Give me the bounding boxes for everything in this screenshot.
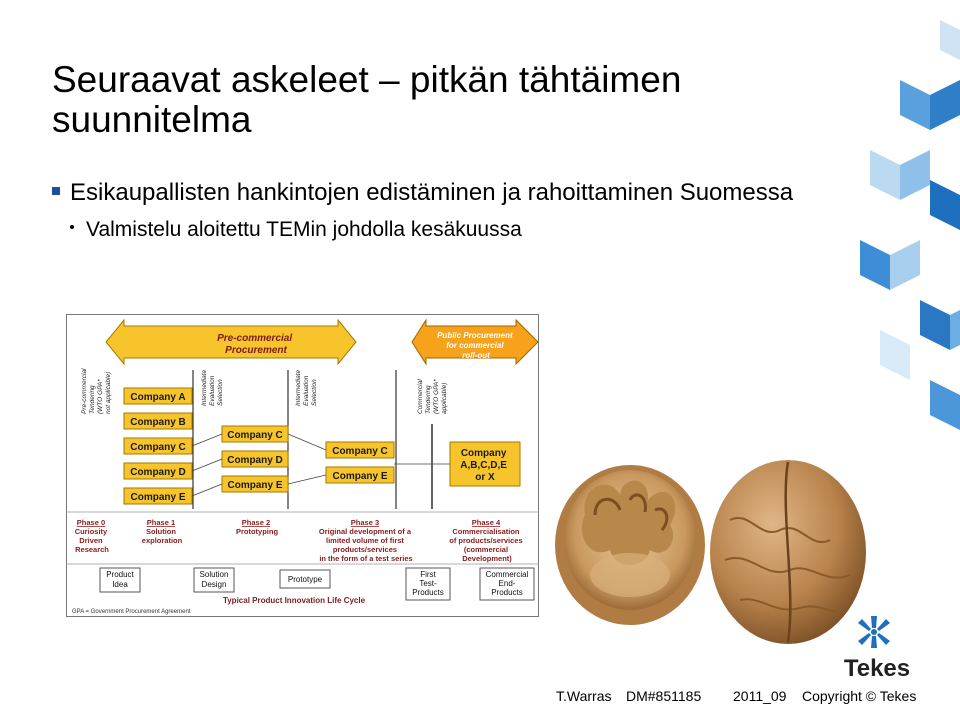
footer-doc-id: DM#851185 xyxy=(626,688,702,704)
bullet-level1-text: Esikaupallisten hankintojen edistäminen ja rahoittaminen Suomessa xyxy=(70,179,794,206)
svg-text:Company A,B,C,D,E: Company A,B,C,D,E or X xyxy=(460,448,507,483)
svg-text:Phase 3 Original develop: Phase 3 Original development of a limited volume of first products/services in the form of a test series xyxy=(318,518,413,563)
svg-text:Evaluation: Evaluation xyxy=(303,375,310,406)
svg-text:Company D: Company D xyxy=(227,455,283,466)
bullet-level2 xyxy=(70,216,522,244)
public-procurement-label: Public Procurement for commercial roll-out xyxy=(437,331,513,360)
phase-1 xyxy=(142,518,183,545)
svg-text:Phase 4 Commercialisatio: Phase 4 Commercialisation of products/services (commercial Development) xyxy=(449,518,523,563)
precommercial-arrow-label: Pre-commercial Procurement xyxy=(217,333,293,356)
tekes-logo-text: Tekes xyxy=(843,655,911,682)
vertical-label-commercial-tendering xyxy=(417,379,448,414)
svg-text:applicable): applicable) xyxy=(441,382,448,414)
lifecycle-label: Typical Product Innovation Life Cycle xyxy=(222,596,366,605)
bullet-level2-text: Valmistelu aloitettu TEMin johdolla kesäkuussa xyxy=(86,218,522,241)
diagram-footnote: GPA = Government Procurement Agreement xyxy=(72,609,191,615)
svg-text:Company C: Company C xyxy=(332,446,388,457)
svg-text:CommercialEnd-Products: Commercial End-Products xyxy=(485,570,529,597)
tekes-logo xyxy=(822,612,932,682)
square-bullet-icon xyxy=(52,187,60,195)
svg-text:Company E: Company E xyxy=(227,480,283,491)
svg-text:Company B: Company B xyxy=(130,417,186,428)
svg-text:Evaluation: Evaluation xyxy=(209,375,216,406)
svg-text:Selection: Selection xyxy=(311,379,318,406)
svg-text:Company C: Company C xyxy=(227,430,283,441)
svg-text:Pre-commercial: Pre-commercial xyxy=(81,368,88,414)
companies-column-2 xyxy=(222,426,288,492)
footer-copyright: Copyright © Tekes xyxy=(802,688,917,704)
phase-2 xyxy=(236,518,278,536)
svg-text:Tendering: Tendering xyxy=(425,385,432,414)
slide-title: Seuraavat askeleet – pitkän tähtäimen suunnitelma xyxy=(52,59,682,140)
bullet-level1 xyxy=(52,178,793,208)
svg-text:Company C: Company C xyxy=(130,442,186,453)
footer-author: T.Warras xyxy=(556,688,612,704)
svg-text:Intermediate: Intermediate xyxy=(201,369,208,406)
svg-text:Commercial: Commercial xyxy=(417,379,424,414)
svg-text:Phase 2 Prototyping: Phase 2 Prototyping xyxy=(235,518,279,536)
footer-date: 2011_09 xyxy=(733,688,787,704)
decorative-cubes-graphic xyxy=(840,0,960,520)
phase-0 xyxy=(75,518,110,554)
svg-text:SolutionDesign: Solution Design xyxy=(199,570,229,589)
svg-text:ProductIdea: Product Idea xyxy=(106,570,134,589)
dot-bullet-icon xyxy=(70,225,74,229)
svg-text:Phase 0 Curiosity: Phase 0 Curiosity Driven Research xyxy=(74,518,109,554)
procurement-diagram xyxy=(66,314,539,617)
svg-text:(WTO GPA*: (WTO GPA* xyxy=(97,379,104,414)
company-final-box xyxy=(450,442,520,486)
split-walnut-image xyxy=(550,440,710,630)
svg-text:not applicable): not applicable) xyxy=(105,371,112,414)
svg-text:(WTO GPA*: (WTO GPA* xyxy=(433,379,440,414)
svg-text:Company E: Company E xyxy=(332,471,388,482)
svg-text:Tendering: Tendering xyxy=(89,385,96,414)
svg-text:Selection: Selection xyxy=(217,379,224,406)
svg-text:Prototype: Prototype xyxy=(287,575,323,584)
svg-text:Company D: Company D xyxy=(130,467,186,478)
svg-text:Phase 1 Solution e: Phase 1 Solution exploration xyxy=(141,518,183,545)
svg-text:FirstTest-Products: First Test-Products xyxy=(412,570,444,597)
svg-text:Intermediate: Intermediate xyxy=(295,369,302,406)
svg-text:Company A: Company A xyxy=(130,392,186,403)
svg-text:Company E: Company E xyxy=(130,492,186,503)
